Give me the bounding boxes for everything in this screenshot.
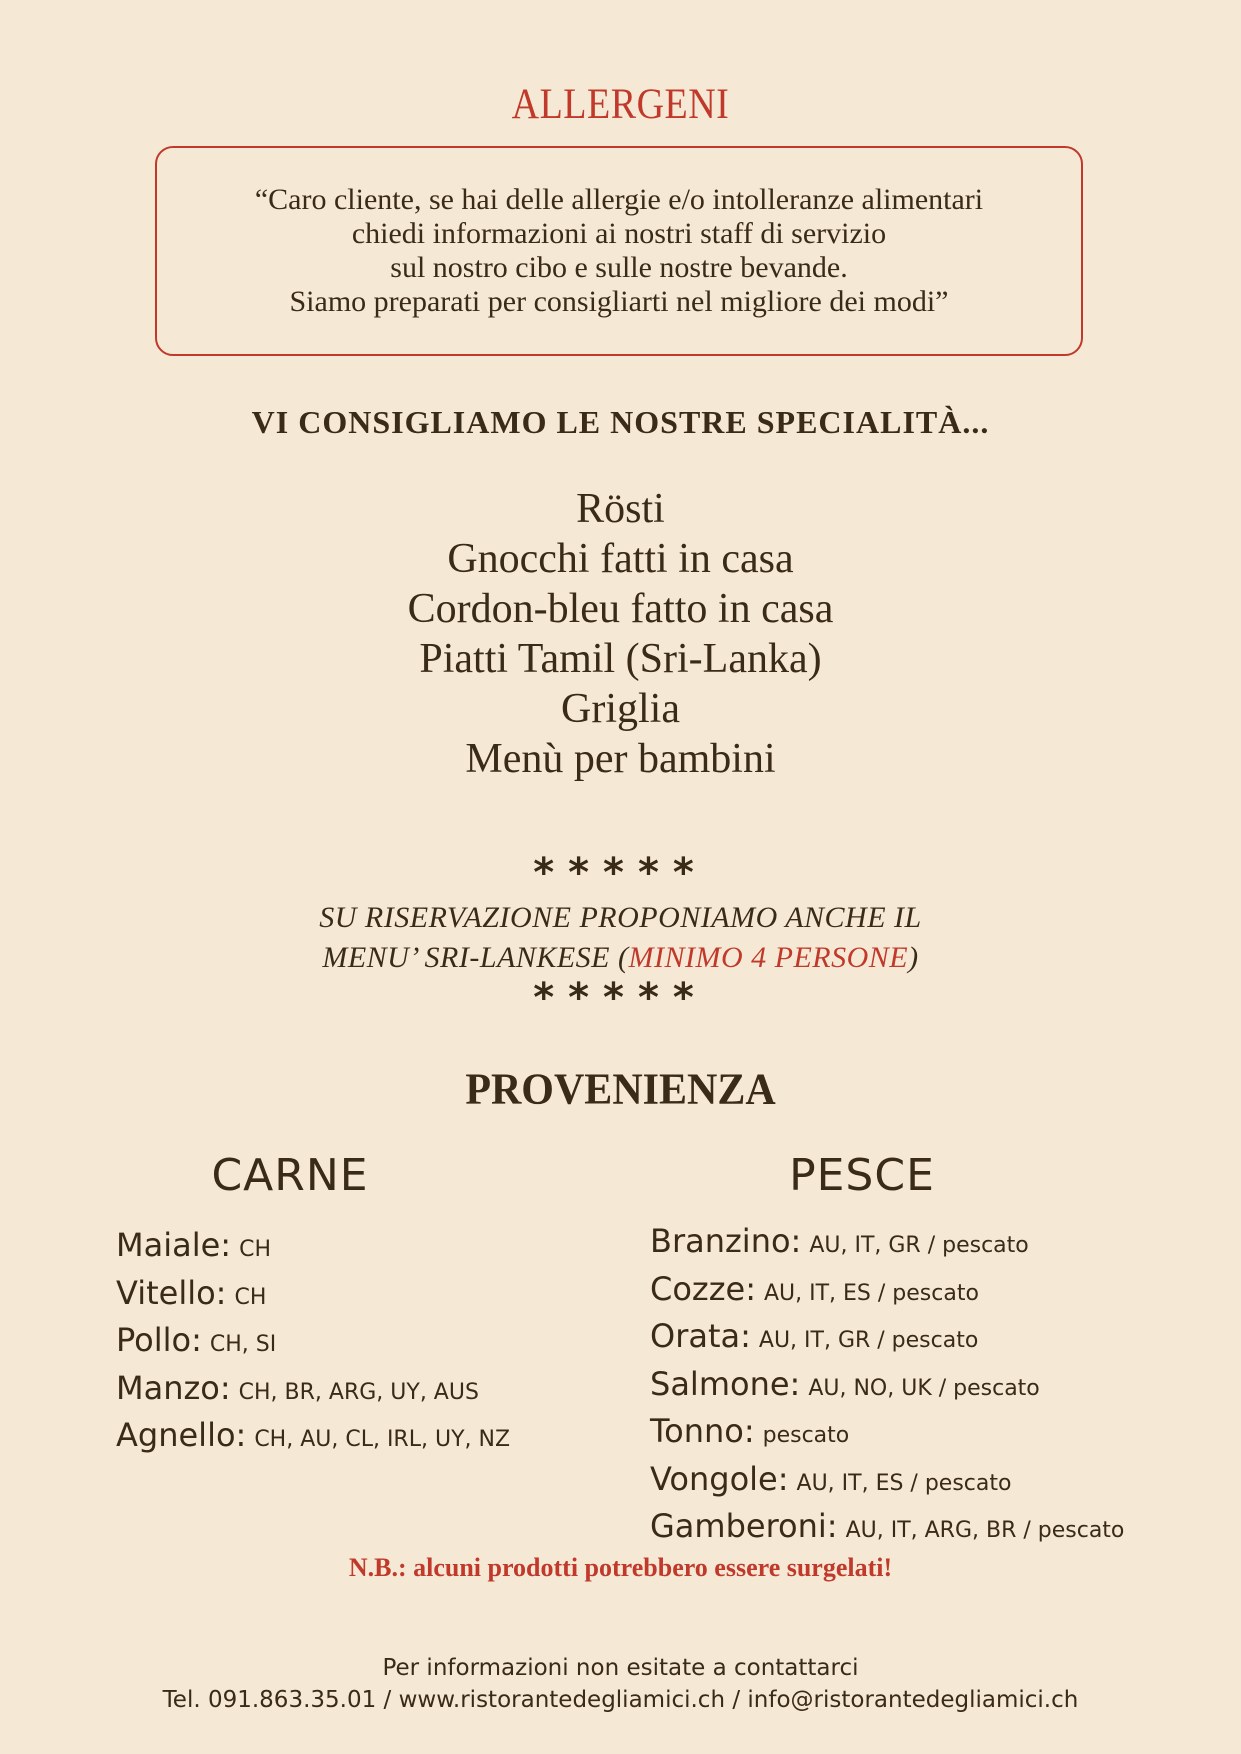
stars-divider-bottom: *****: [533, 975, 708, 1021]
frozen-products-note: N.B.: alcuni prodotti potrebbero essere surgelati!: [348, 1553, 893, 1582]
pesce-row: [650, 1268, 1124, 1316]
carne-row: [116, 1272, 510, 1320]
fish-origins: AU, IT, GR / pescato: [809, 1233, 1029, 1258]
pesce-row: [650, 1363, 1124, 1411]
carne-heading: CARNE: [211, 1150, 369, 1201]
fish-origins: AU, IT, ARG, BR / pescato: [845, 1518, 1125, 1543]
allergen-notice-box: [155, 146, 1083, 356]
reservation-line-2-prefix: MENU’ SRI-LANKESE (: [322, 941, 629, 974]
carne-row: [116, 1414, 510, 1462]
meat-origins: CH: [239, 1237, 271, 1262]
meat-name: Maiale:: [116, 1226, 232, 1264]
specialty-item: Rösti: [576, 486, 665, 532]
meat-origins: CH, SI: [209, 1332, 277, 1357]
pesce-heading: PESCE: [789, 1150, 935, 1201]
fish-name: Orata:: [650, 1317, 751, 1355]
fish-origins: AU, NO, UK / pescato: [808, 1375, 1040, 1401]
pesce-row: [650, 1410, 1124, 1458]
fish-origins: AU, IT, ES / pescato: [763, 1280, 979, 1306]
minimum-persons-highlight: MINIMO 4 PERSONE: [628, 941, 909, 974]
pesce-row: [650, 1458, 1124, 1506]
allergen-notice-line: chiedi informazioni ai nostri staff di servizio: [351, 217, 887, 250]
allergen-notice-line: sul nostro cibo e sulle nostre bevande.: [390, 251, 848, 284]
pesce-origin-list: [650, 1220, 1124, 1553]
allergen-title: ALLERGENI: [511, 79, 730, 129]
specialty-item: Griglia: [561, 686, 680, 732]
contact-intro: Per informazioni non esitate a contattarci: [382, 1655, 859, 1681]
fish-name: Salmone:: [650, 1364, 801, 1403]
provenienza-heading: PROVENIENZA: [465, 1065, 776, 1115]
specialties-list: [0, 484, 1241, 784]
carne-row: [116, 1367, 510, 1415]
specialties-heading: VI CONSIGLIAMO LE NOSTRE SPECIALITÀ...: [251, 404, 990, 440]
fish-name: Gamberoni:: [650, 1507, 838, 1545]
fish-name: Tonno:: [650, 1412, 755, 1450]
fish-name: Vongole:: [650, 1459, 789, 1498]
meat-name: Manzo:: [116, 1368, 231, 1407]
contact-footer: [0, 1652, 1241, 1716]
stars-divider-top: *****: [533, 850, 708, 896]
meat-origins: CH: [234, 1284, 267, 1310]
allergen-notice-line: “Caro cliente, se hai delle allergie e/o intolleranze alimentari: [254, 183, 984, 216]
pesce-row: [650, 1220, 1124, 1268]
reservation-line-1: SU RISERVAZIONE PROPONIAMO ANCHE IL: [319, 901, 922, 934]
fish-origins: pescato: [762, 1423, 850, 1448]
meat-origins: CH, BR, ARG, UY, AUS: [238, 1379, 479, 1405]
meat-name: Agnello:: [116, 1416, 247, 1454]
carne-origin-list: [116, 1224, 510, 1462]
fish-name: Cozze:: [650, 1269, 756, 1308]
meat-name: Pollo:: [116, 1321, 202, 1359]
reservation-notice: [0, 898, 1241, 978]
carne-row: [116, 1319, 510, 1367]
specialty-item: Gnocchi fatti in casa: [447, 536, 794, 582]
meat-name: Vitello:: [116, 1273, 227, 1312]
fish-name: Branzino:: [650, 1222, 802, 1260]
contact-details: Tel. 091.863.35.01 / www.ristorantedegliamici.ch / info@ristorantedegliamici.ch: [162, 1687, 1079, 1713]
specialty-item: Menù per bambini: [465, 736, 776, 782]
carne-row: [116, 1224, 510, 1272]
fish-origins: AU, IT, ES / pescato: [796, 1470, 1012, 1496]
meat-origins: CH, AU, CL, IRL, UY, NZ: [254, 1427, 511, 1452]
allergen-notice-line: Siamo preparati per consigliarti nel migliore dei modi”: [289, 285, 949, 318]
specialty-item: Cordon-bleu fatto in casa: [407, 586, 834, 632]
pesce-row: [650, 1315, 1124, 1363]
specialty-item: Piatti Tamil (Sri-Lanka): [419, 636, 822, 682]
fish-origins: AU, IT, GR / pescato: [758, 1328, 979, 1353]
reservation-line-2: [0, 938, 1241, 978]
reservation-line-2-suffix: ): [908, 941, 919, 974]
pesce-row: [650, 1505, 1124, 1553]
